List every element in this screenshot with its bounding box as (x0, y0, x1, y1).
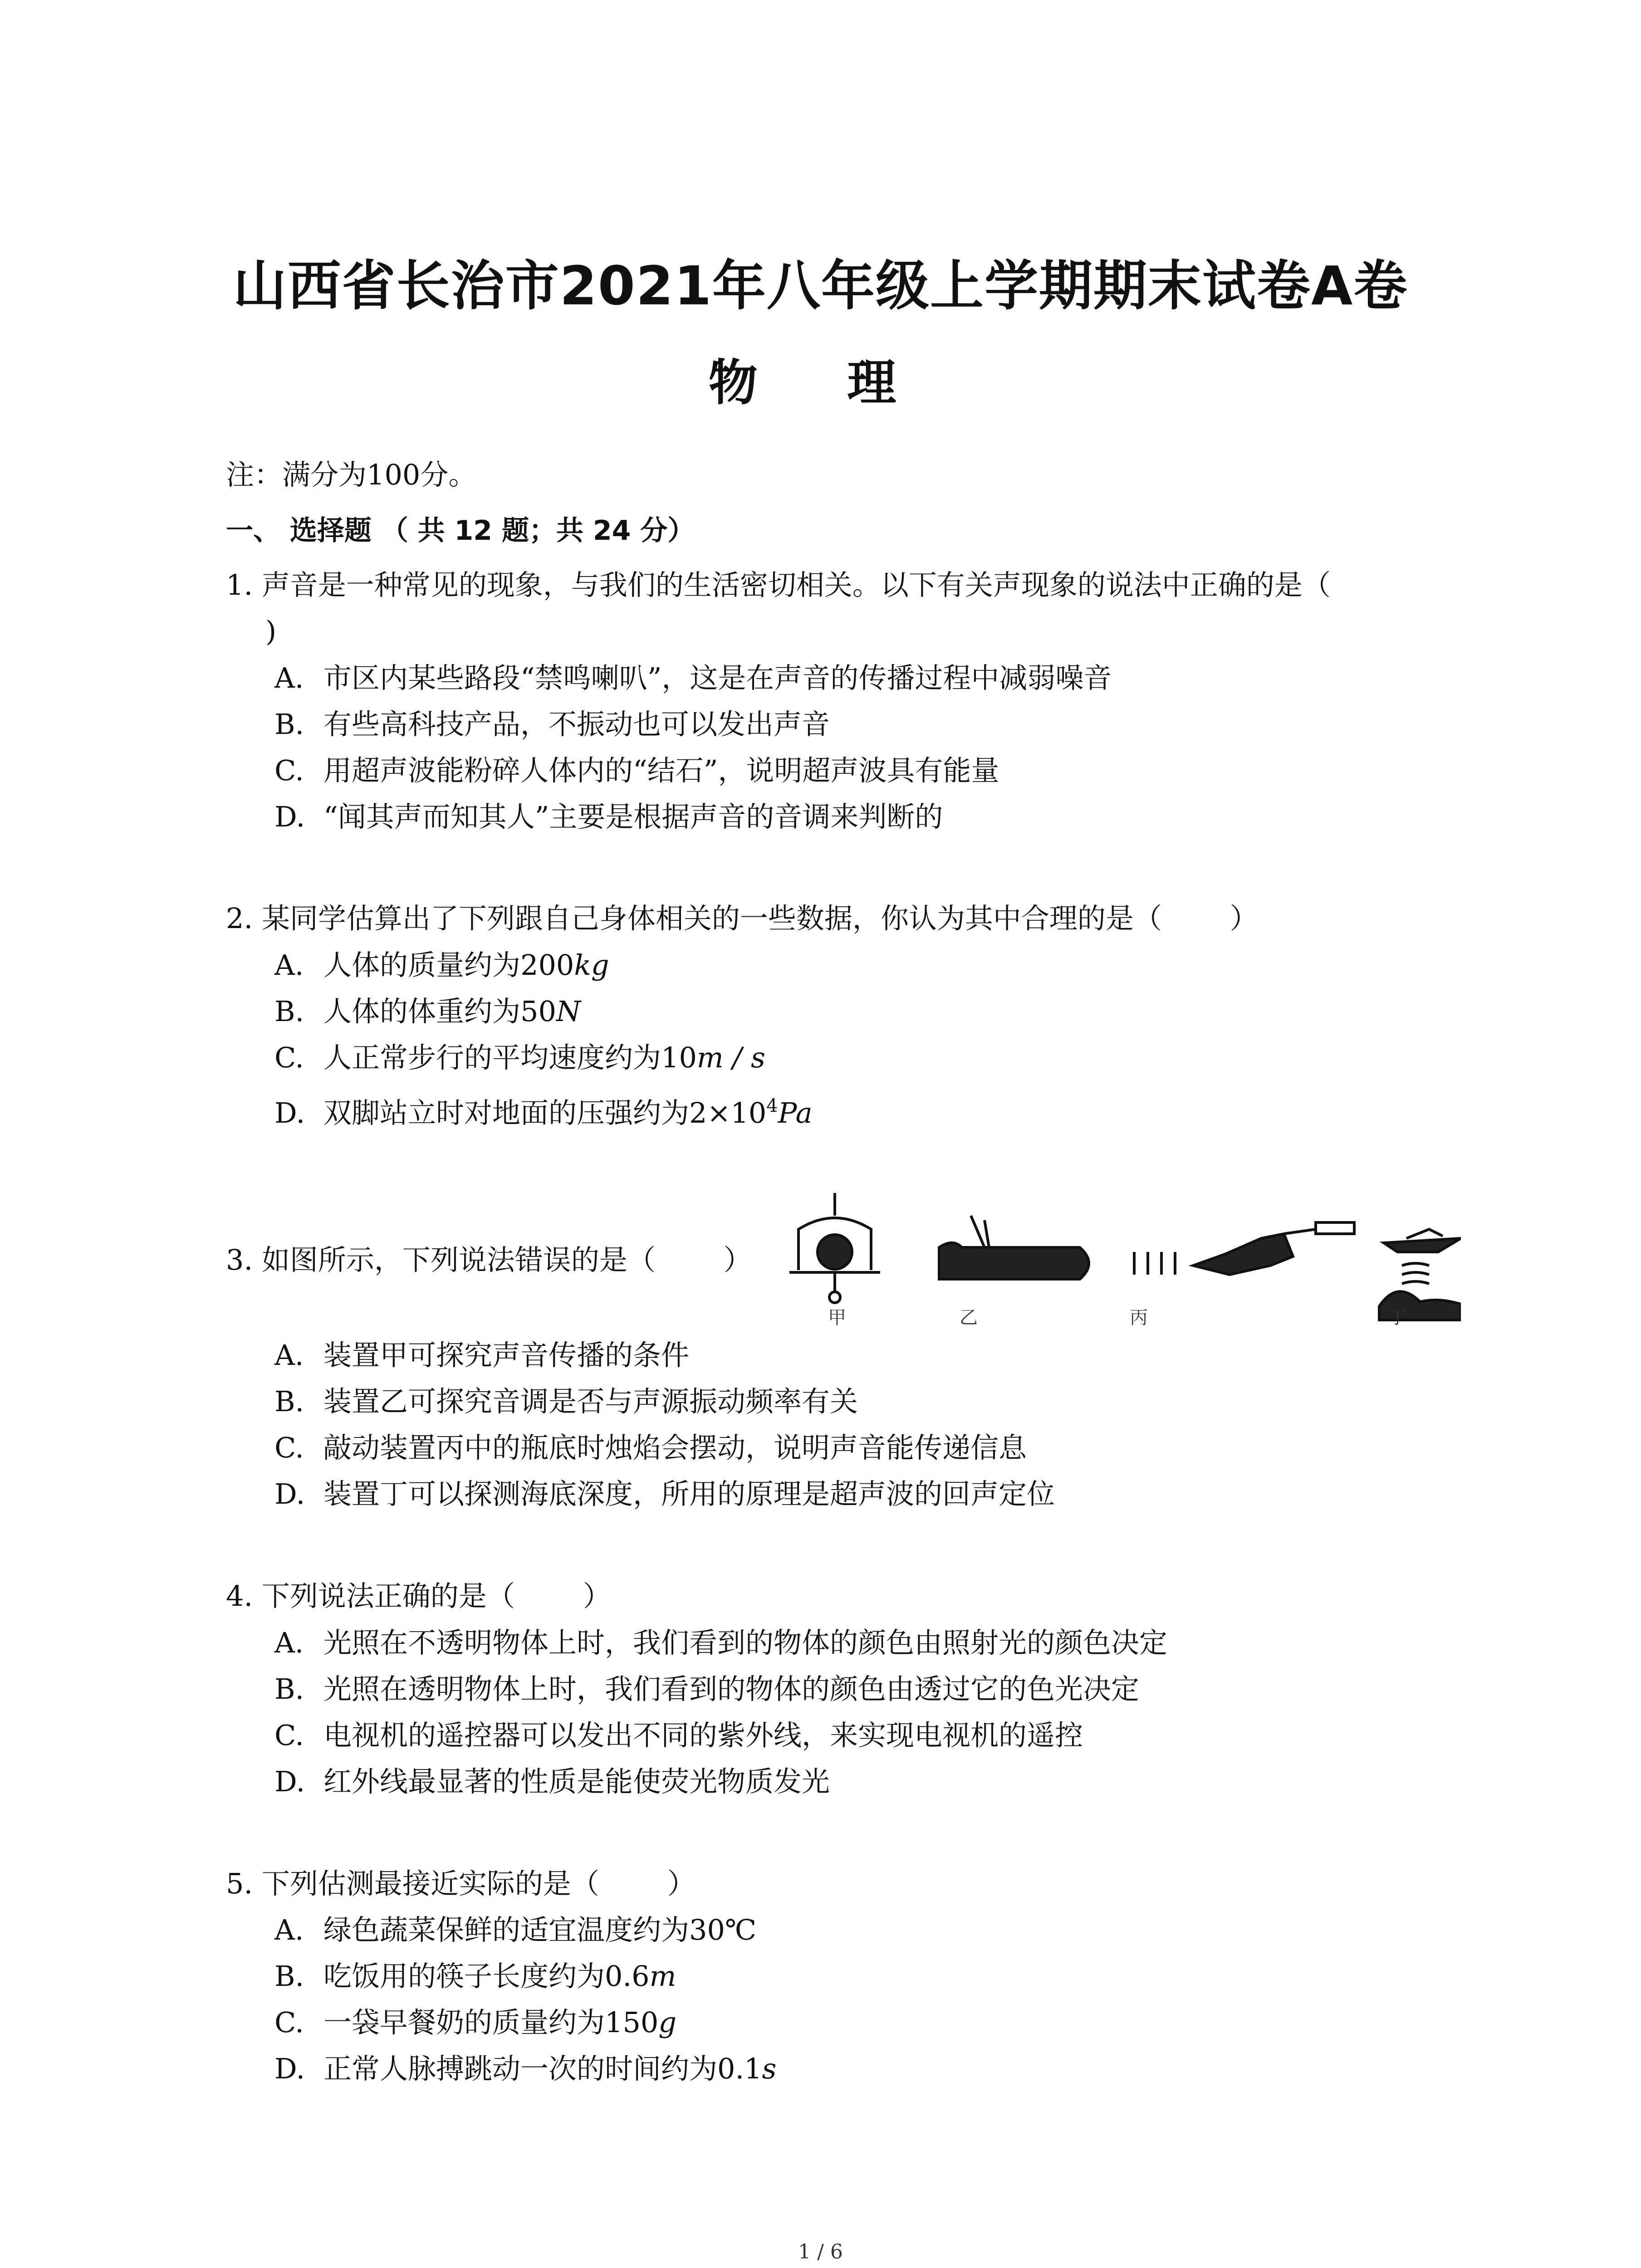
option-text: 光照在不透明物体上时，我们看到的物体的颜色由照射光的颜色决定 (323, 1626, 1168, 1659)
question-2-stem (226, 900, 1258, 937)
stem-text: 5. 下列估测最接近实际的是（ (226, 1867, 599, 1900)
option-label: D. (274, 1096, 305, 1129)
option-label: D. (274, 800, 305, 833)
question-1-option-d (274, 799, 943, 835)
option-text: 用超声波能粉碎人体内的“结石”，说明超声波具有能量 (323, 754, 999, 787)
question-4-option-b (274, 1671, 1139, 1707)
option-label: B. (274, 708, 304, 741)
option-unit: m / s (696, 1041, 765, 1074)
question-5-option-a (274, 1912, 756, 1948)
option-text: 人体的体重约为50 (323, 995, 556, 1028)
option-unit: s (762, 2052, 777, 2085)
question-1-option-c (274, 753, 999, 789)
figure-label-ding: 丁 (1388, 1307, 1406, 1328)
figure-label-bing: 丙 (1130, 1307, 1148, 1328)
option-label: C. (274, 2006, 304, 2039)
option-unit: g (658, 2006, 677, 2039)
question-5-option-d (274, 2051, 776, 2087)
stem-text: 3. 如图所示，下列说法错误的是（ (226, 1243, 656, 1276)
option-label: D. (274, 1765, 305, 1798)
option-text: 红外线最显著的性质是能使荧光物质发光 (323, 1765, 830, 1798)
option-label: A. (274, 948, 304, 982)
option-label: A. (274, 1913, 304, 1946)
option-text: 人体的质量约为200 (323, 948, 574, 982)
option-label: B. (274, 1385, 304, 1418)
option-label: D. (274, 2052, 305, 2085)
question-3-option-c (274, 1430, 1027, 1466)
stem-paren-close: ） (667, 1867, 696, 1900)
page-number: 1 / 6 (798, 2240, 843, 2263)
option-text: 双脚站立时对地面的压强约为2×10 (323, 1096, 767, 1129)
question-2-option-b (274, 993, 581, 1030)
option-text: 人正常步行的平均速度约为10 (323, 1041, 697, 1074)
question-2-option-d (274, 1095, 813, 1131)
option-text: 电视机的遥控器可以发出不同的紫外线，来实现电视机的遥控 (323, 1719, 1083, 1752)
question-1-option-b (274, 706, 830, 743)
question-4-option-d (274, 1764, 830, 1800)
question-5-option-c (274, 2004, 676, 2041)
question-1-stem: 1. 声音是一种常见的现象，与我们的生活密切相关。以下有关声现象的说法中正确的是（ (226, 568, 1331, 601)
option-label: C. (274, 754, 304, 787)
option-label: C. (274, 1719, 304, 1752)
option-text: 正常人脉搏跳动一次的时间约为0.1 (323, 2052, 762, 2085)
question-3-option-d (274, 1476, 1055, 1512)
option-text: 装置丁可以探测海底深度，所用的原理是超声波的回声定位 (323, 1477, 1055, 1510)
option-text: 绿色蔬菜保鲜的适宜温度约为30℃ (323, 1913, 757, 1946)
option-label: C. (274, 1041, 304, 1074)
question-3-figure (771, 1188, 1461, 1338)
option-label: A. (274, 661, 304, 694)
option-text: 一袋早餐奶的质量约为150 (323, 2006, 659, 2039)
device-bing-illustration (1134, 1222, 1354, 1275)
option-text: 有些高科技产品，不振动也可以发出声音 (323, 708, 830, 741)
question-5-option-b (274, 1958, 676, 1994)
device-yi-illustration (939, 1216, 1089, 1279)
figure-illustrations (771, 1188, 1461, 1338)
stem-text: 4. 下列说法正确的是（ (226, 1579, 515, 1613)
option-label: C. (274, 1431, 304, 1464)
option-unit: Pa (778, 1096, 813, 1129)
option-text: “闻其声而知其人”主要是根据声音的音调来判断的 (323, 800, 943, 833)
option-label: B. (274, 995, 304, 1028)
option-label: B. (274, 1672, 304, 1706)
device-jia-illustration (789, 1193, 880, 1303)
section-heading: 一、 选择题 （ 共 12 题；共 24 分） (226, 515, 695, 547)
option-unit: N (556, 995, 581, 1028)
question-1-stem-end: ) (265, 615, 277, 648)
option-exponent: 4 (766, 1095, 778, 1116)
question-3-option-a (274, 1337, 689, 1374)
score-note: 注：满分为100分。 (226, 458, 477, 491)
question-3-option-b (274, 1383, 858, 1420)
option-label: D. (274, 1477, 305, 1510)
question-4-option-a (274, 1625, 1167, 1661)
stem-paren-close: ） (1230, 902, 1258, 935)
option-label: A. (274, 1339, 304, 1372)
option-unit: kg (574, 948, 609, 982)
option-text: 装置甲可探究声音传播的条件 (323, 1339, 690, 1372)
question-1-option-a (274, 660, 1112, 696)
question-3-stem (226, 1242, 752, 1278)
stem-paren-close: ） (583, 1579, 611, 1613)
option-label: A. (274, 1626, 304, 1659)
option-text: 市区内某些路段“禁鸣喇叭”，这是在声音的传播过程中减弱噪音 (323, 661, 1112, 694)
figure-label-yi: 乙 (960, 1307, 978, 1328)
question-5-stem (226, 1866, 696, 1902)
question-4-option-c (274, 1717, 1083, 1754)
option-text: 光照在透明物体上时，我们看到的物体的颜色由透过它的色光决定 (323, 1672, 1140, 1706)
question-4-stem (226, 1578, 611, 1614)
option-unit: m (649, 1960, 676, 1993)
stem-paren-close: ） (723, 1243, 752, 1276)
option-text: 敲动装置丙中的瓶底时烛焰会摆动，说明声音能传递信息 (323, 1431, 1027, 1464)
figure-label-jia: 甲 (828, 1307, 846, 1328)
exam-title: 山西省长治市2021年八年级上学期期末试卷A卷 (233, 254, 1408, 317)
option-label: B. (274, 1960, 304, 1993)
option-text: 吃饭用的筷子长度约为0.6 (323, 1960, 650, 1993)
stem-text: 2. 某同学估算出了下列跟自己身体相关的一些数据，你认为其中合理的是（ (226, 902, 1162, 935)
option-text: 装置乙可探究音调是否与声源振动频率有关 (323, 1385, 858, 1418)
subject-title: 物 理 (708, 355, 933, 411)
question-2-option-c (274, 1040, 765, 1076)
question-2-option-a (274, 947, 609, 983)
